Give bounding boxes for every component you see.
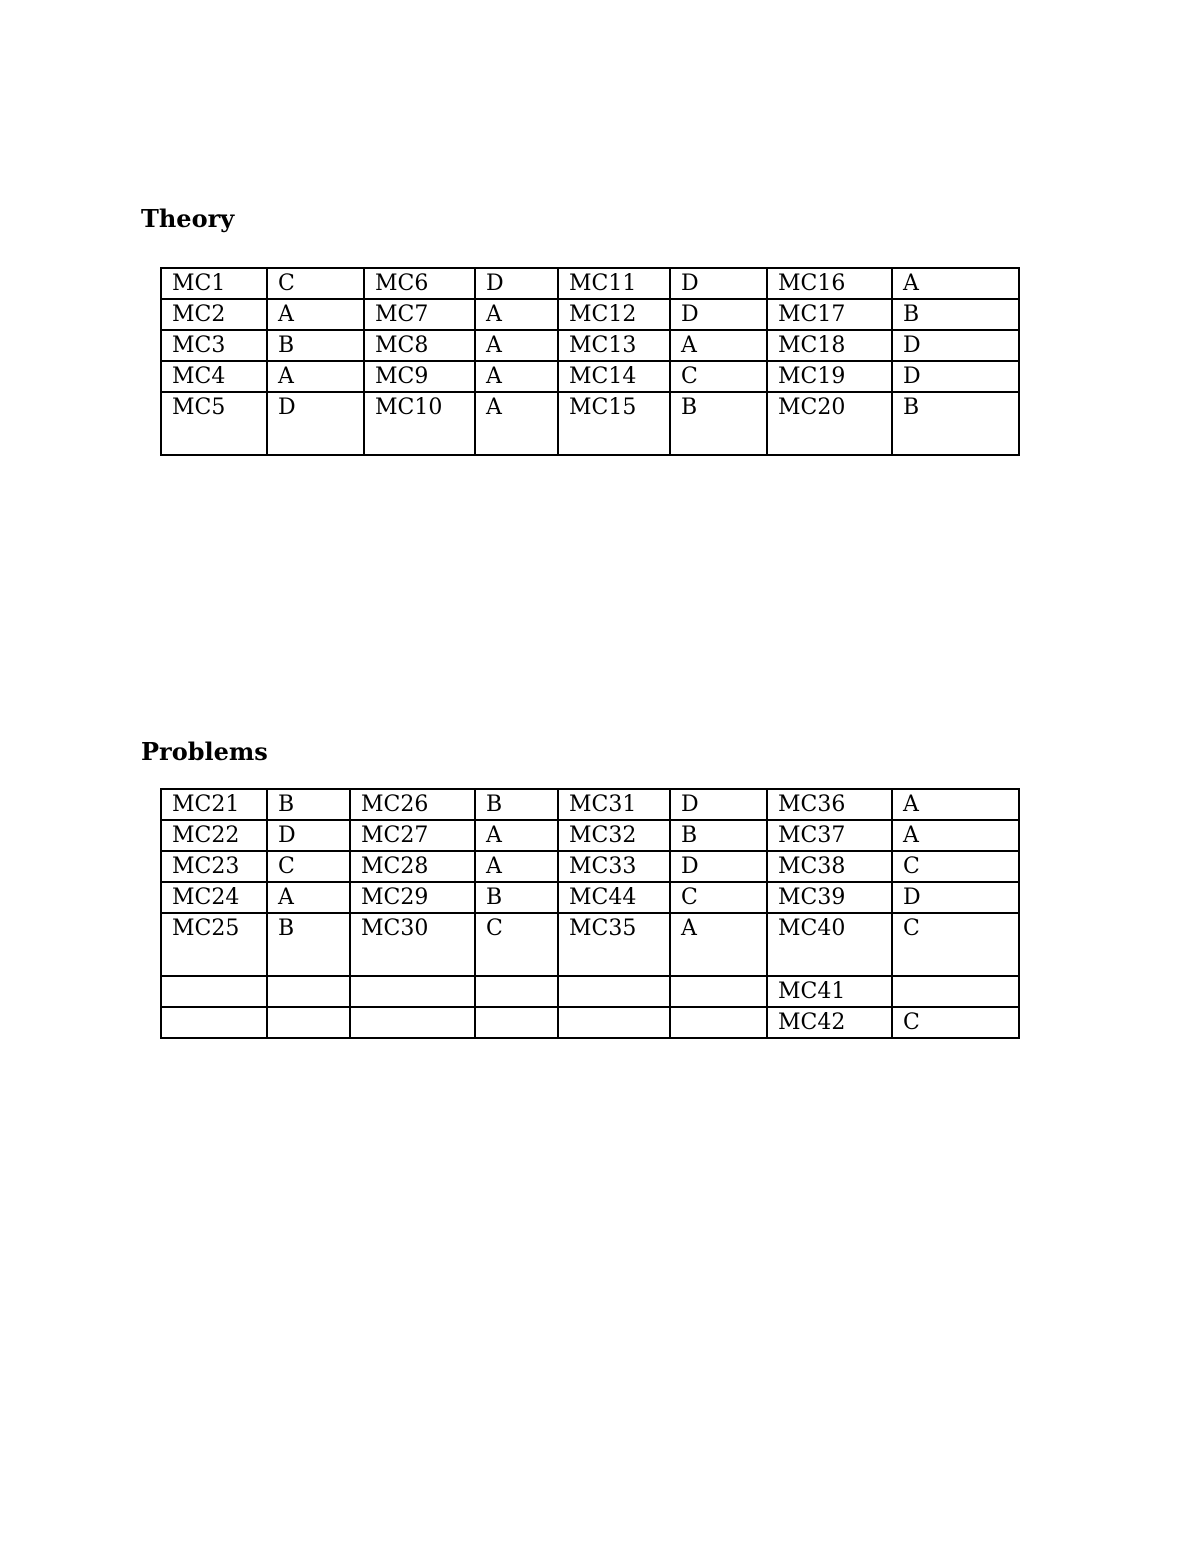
question-number-cell: MC26 [350,789,475,820]
question-number-cell: MC40 [767,913,892,976]
question-number-cell: MC11 [558,268,670,299]
question-number-cell: MC10 [364,392,475,455]
question-number-cell: MC20 [767,392,892,455]
answer-cell: C [475,913,558,976]
question-number-cell: MC13 [558,330,670,361]
answer-cell: B [267,789,350,820]
question-number-cell: MC18 [767,330,892,361]
question-number-cell: MC16 [767,268,892,299]
answer-cell: A [670,913,767,976]
answer-cell: A [475,361,558,392]
answer-cell: D [267,392,364,455]
answer-cell: B [267,913,350,976]
answer-cell [670,1007,767,1038]
table-row [161,820,1019,851]
table-row [161,882,1019,913]
question-number-cell: MC33 [558,851,670,882]
problems-heading: Problems [141,737,268,766]
question-number-cell: MC29 [350,882,475,913]
question-number-cell [558,976,670,1007]
table-row [161,299,1019,330]
question-number-cell: MC25 [161,913,267,976]
question-number-cell: MC39 [767,882,892,913]
answer-cell [267,1007,350,1038]
question-number-cell: MC21 [161,789,267,820]
answer-cell: A [267,361,364,392]
answer-cell [892,976,1019,1007]
table-row [161,913,1019,976]
question-number-cell: MC32 [558,820,670,851]
answer-cell: D [670,268,767,299]
answer-cell: A [475,392,558,455]
answer-cell: B [267,330,364,361]
answer-cell: B [670,820,767,851]
table-row [161,268,1019,299]
answer-cell: B [475,882,558,913]
table-row [161,976,1019,1007]
question-number-cell: MC8 [364,330,475,361]
theory-answer-table [160,267,1020,456]
answer-cell: D [892,330,1019,361]
answer-cell: A [892,820,1019,851]
question-number-cell: MC41 [767,976,892,1007]
question-number-cell [558,1007,670,1038]
question-number-cell: MC1 [161,268,267,299]
question-number-cell [161,976,267,1007]
question-number-cell: MC3 [161,330,267,361]
question-number-cell: MC24 [161,882,267,913]
answer-cell: A [267,299,364,330]
question-number-cell: MC14 [558,361,670,392]
answer-cell: D [267,820,350,851]
question-number-cell: MC6 [364,268,475,299]
problems-table-body [161,789,1019,1038]
answer-cell: C [670,361,767,392]
answer-cell: B [475,789,558,820]
question-number-cell: MC28 [350,851,475,882]
question-number-cell: MC30 [350,913,475,976]
answer-cell: D [670,299,767,330]
answer-cell: D [892,361,1019,392]
answer-cell: A [475,299,558,330]
question-number-cell: MC37 [767,820,892,851]
question-number-cell: MC22 [161,820,267,851]
answer-cell [670,976,767,1007]
answer-cell [475,1007,558,1038]
answer-cell: B [892,299,1019,330]
question-number-cell: MC35 [558,913,670,976]
table-row [161,1007,1019,1038]
question-number-cell: MC27 [350,820,475,851]
theory-table-body [161,268,1019,455]
question-number-cell: MC42 [767,1007,892,1038]
question-number-cell: MC36 [767,789,892,820]
question-number-cell: MC7 [364,299,475,330]
answer-cell: A [892,268,1019,299]
answer-cell: D [670,851,767,882]
answer-cell: C [892,1007,1019,1038]
theory-heading: Theory [141,204,235,233]
question-number-cell: MC15 [558,392,670,455]
table-row [161,330,1019,361]
question-number-cell: MC4 [161,361,267,392]
table-row [161,851,1019,882]
question-number-cell [350,1007,475,1038]
answer-cell: A [475,330,558,361]
answer-cell: C [892,851,1019,882]
answer-cell [475,976,558,1007]
answer-cell: C [892,913,1019,976]
question-number-cell: MC38 [767,851,892,882]
table-row [161,361,1019,392]
answer-cell: D [475,268,558,299]
answer-cell: C [267,851,350,882]
answer-cell: B [892,392,1019,455]
answer-cell: A [475,851,558,882]
answer-cell [267,976,350,1007]
question-number-cell: MC5 [161,392,267,455]
question-number-cell [161,1007,267,1038]
answer-cell: A [892,789,1019,820]
question-number-cell: MC44 [558,882,670,913]
answer-cell: A [475,820,558,851]
question-number-cell: MC31 [558,789,670,820]
question-number-cell [350,976,475,1007]
answer-cell: D [670,789,767,820]
answer-cell: C [267,268,364,299]
table-row [161,789,1019,820]
answer-cell: A [267,882,350,913]
question-number-cell: MC9 [364,361,475,392]
question-number-cell: MC12 [558,299,670,330]
table-row [161,392,1019,455]
question-number-cell: MC19 [767,361,892,392]
question-number-cell: MC17 [767,299,892,330]
question-number-cell: MC23 [161,851,267,882]
answer-cell: B [670,392,767,455]
answer-cell: D [892,882,1019,913]
question-number-cell: MC2 [161,299,267,330]
answer-cell: A [670,330,767,361]
problems-answer-table [160,788,1020,1039]
answer-cell: C [670,882,767,913]
